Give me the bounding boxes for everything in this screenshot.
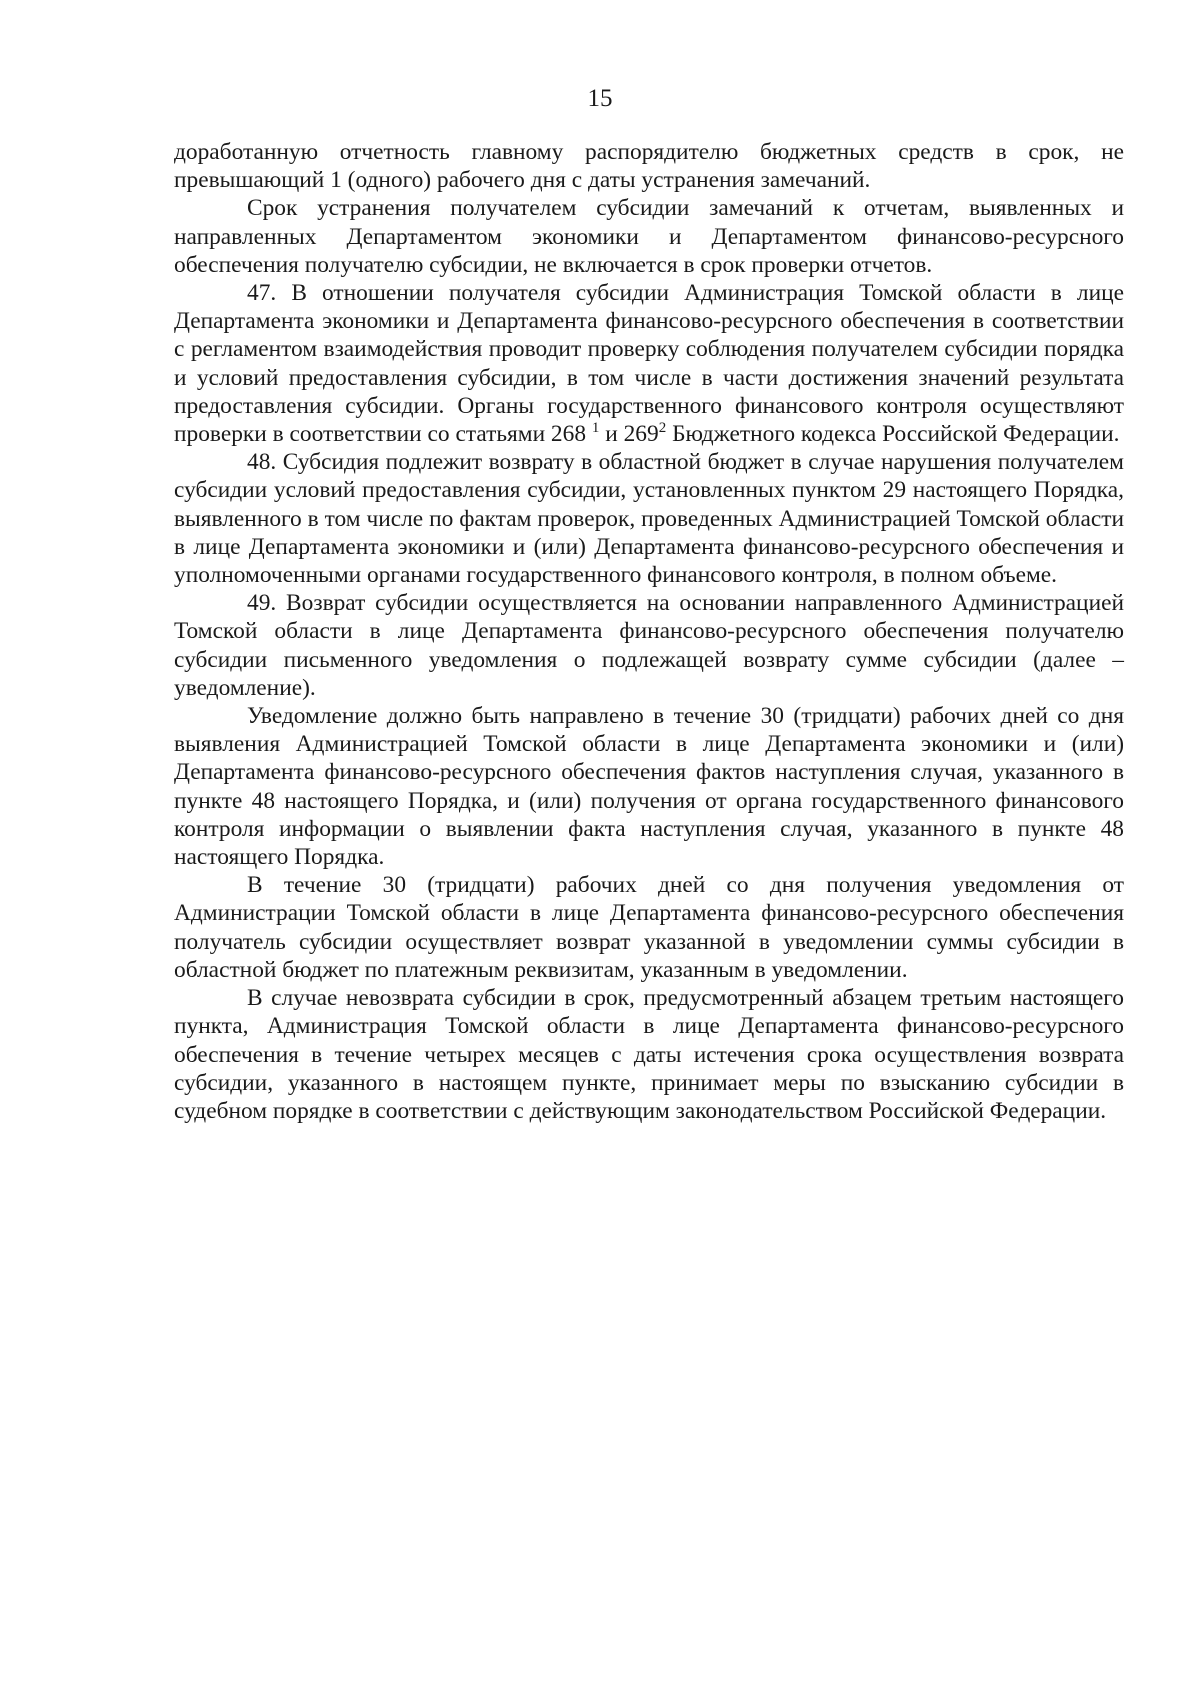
paragraph-non-return: В случае невозврата субсидии в срок, предусмотренный абзацем третьим настоящего пункта, Администрация Томской области в лице Департамента финансово-ресурсного обеспечения в течение четырех месяцев с даты истечения срока осуществления возврата субсидии, указанного в настоящем пункте, принимает меры по взысканию субсидии в судебном порядке в соответствии с действующим законодательством Российской Федерации. xyxy=(174,985,1124,1124)
superscript-1: 1 xyxy=(591,420,600,437)
page-number: 15 xyxy=(587,85,613,112)
superscript-2: 2 xyxy=(658,420,667,437)
paragraph-notification: Уведомление должно быть направлено в течение 30 (тридцати) рабочих дней со дня выявления Администрацией Томской области в лице Департамента экономики и (или) Департамента финансово-ресурсного обеспечения фактов наступления случая, указанного в пункте 48 настоящего Порядка, и (или) получения от органа государственного финансового контроля информации о выявлении факта наступления случая, указанного в пункте 48 настоящего Порядка. xyxy=(174,703,1124,871)
paragraph-return-period: В течение 30 (тридцати) рабочих дней со дня получения уведомления от Администрации Томской области в лице Департамента финансово-ресурсного обеспечения получатель субсидии осуществляет возврат указанной в уведомлении суммы субсидии в областной бюджет по платежным реквизитам, указанным в уведомлении. xyxy=(174,872,1124,983)
paragraph-47-and: и 269 xyxy=(605,421,659,448)
paragraph-49: 49. Возврат субсидии осуществляется на основании направленного Администрацией Томской области в лице Департамента финансово-ресурсного обеспечения получателю субсидии письменного уведомления о подлежащей возврату сумме субсидии (далее – уведомление). xyxy=(174,590,1124,701)
paragraph-correction-deadline: Срок устранения получателем субсидии замечаний к отчетам, выявленных и направленных Департаментом экономики и Департаментом финансово-ресурсного обеспечения получателю субсидии, не включается в срок проверки отчетов. xyxy=(174,195,1124,278)
paragraph-48: 48. Субсидия подлежит возврату в областной бюджет в случае нарушения получателем субсидии условий предоставления субсидии, установленных пунктом 29 настоящего Порядка, выявленного в том числе по фактам проверок, проведенных Администрацией Томской области в лице Департамента экономики и (или) Департамента финансово-ресурсного обеспечения и уполномоченными органами государственного финансового контроля, в полном объеме. xyxy=(174,449,1124,589)
document-body xyxy=(174,138,1124,1125)
paragraph-47 xyxy=(174,279,1124,448)
paragraph-47-end: Бюджетного кодекса Российской Федерации. xyxy=(672,421,1120,448)
paragraph-47-text: 47. В отношении получателя субсидии Администрация Томской области в лице Департамента экономики и Департамента финансово-ресурсного обеспечения в соответствии с регламентом взаимодействия проводит проверку соблюдения получателем субсидии порядка и условий предоставления субсидии, в том числе в части достижения значений результата предоставления субсидии. Органы государственного финансового контроля осуществляют проверки в соответствии со статьями 268 xyxy=(174,280,1124,448)
paragraph-continuation: доработанную отчетность главному распорядителю бюджетных средств в срок, не превышающий 1 (одного) рабочего дня с даты устранения замечаний. xyxy=(174,139,1124,194)
